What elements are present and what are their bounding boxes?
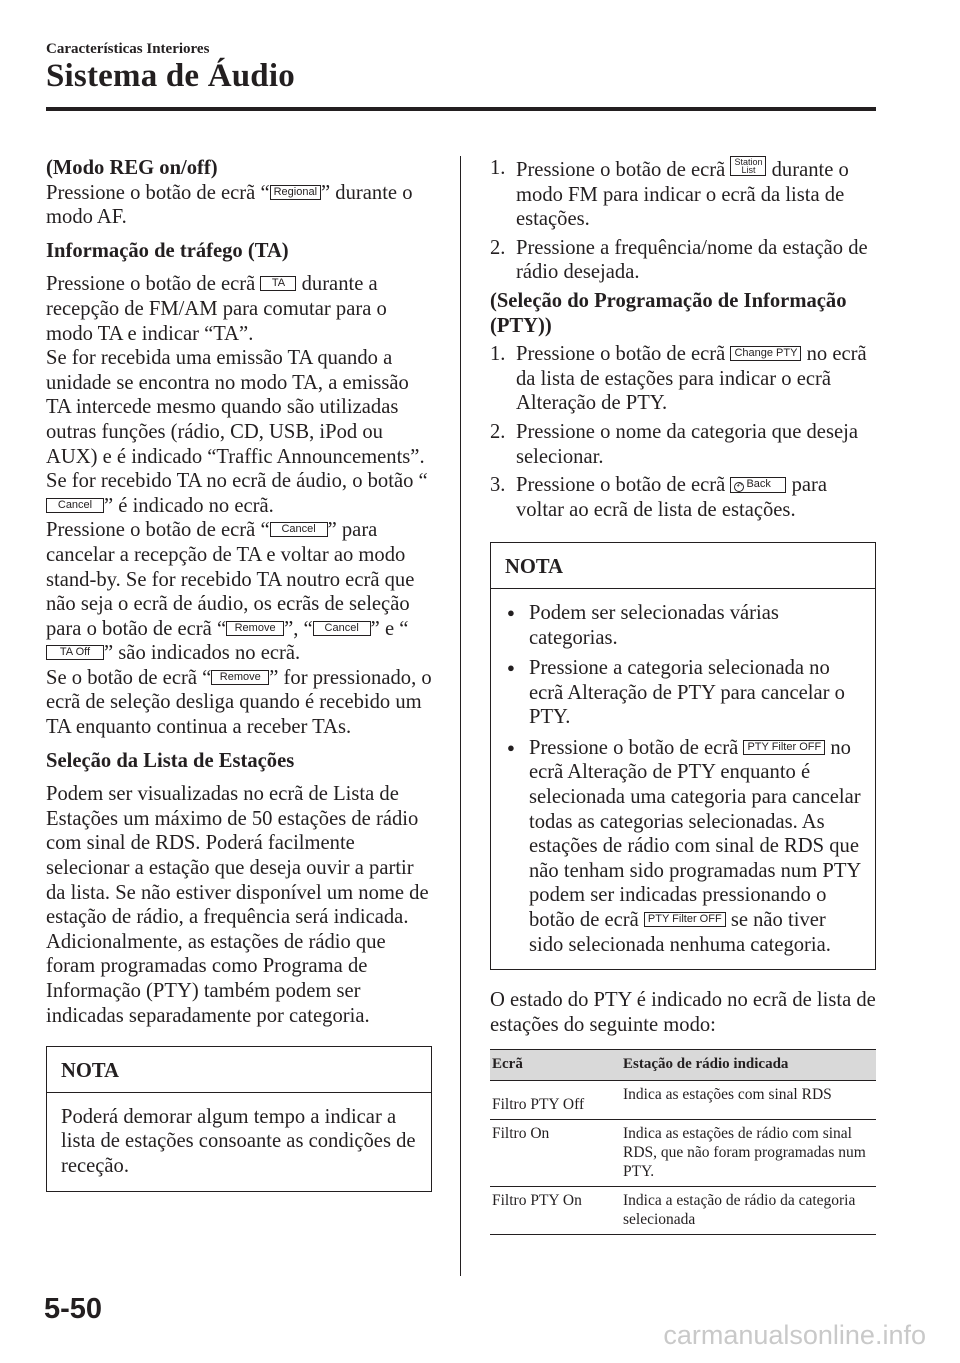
page-number: 5-50 xyxy=(44,1293,103,1325)
note-box-left xyxy=(46,1046,432,1191)
section-label: Características Interiores xyxy=(46,41,210,57)
bullet-icon: ● xyxy=(507,660,515,676)
column-divider xyxy=(460,156,461,1276)
table-cell: Indica a estação de rádio da categoria selecionada xyxy=(621,1187,876,1235)
pty-step-3: 3. Pressione o botão de ecrã ↶ Back para voltar ao ecrã de lista de estações. xyxy=(490,474,828,521)
ta-paragraph-2: Se for recebida uma emissão TA quando a unidade se encontra no modo TA, a emissão TA intercede mesmo quando são utilizadas outras funções (rádio, CD, USB, iPod ou AUX) e é indicado “Traffic Announcements”. xyxy=(46,347,425,468)
reg-paragraph: Pressione o botão de ecrã “ Regional ” durante o modo AF. xyxy=(46,181,413,229)
pty-step-2: 2. Pressione o nome da categoria que deseja selecionar. xyxy=(490,420,858,468)
change-pty-button: Change PTY xyxy=(730,346,801,361)
table-header-row xyxy=(490,1050,876,1081)
ta-heading: Informação de tráfego (TA) xyxy=(46,239,289,262)
pty-heading: (Seleção do Programação de Informação (PTY)) xyxy=(490,289,847,337)
table-cell: Filtro PTY On xyxy=(490,1187,621,1235)
ta-off-button: TA Off xyxy=(46,645,104,660)
bullet-icon: ● xyxy=(507,604,515,620)
remove-button: Remove xyxy=(211,670,269,685)
reg-heading: (Modo REG on/off) xyxy=(46,157,218,179)
list-step-2: 2. Pressione a frequência/nome da estação de rádio desejada. xyxy=(490,236,868,284)
page-title: Sistema de Áudio xyxy=(46,58,295,94)
ta-button: TA xyxy=(260,276,296,291)
cancel-button: Cancel xyxy=(270,522,328,537)
note-body: Poderá demorar algum tempo a indicar a lista de estações consoante as condições de receção. xyxy=(61,1105,416,1177)
bullet-icon: ● xyxy=(507,739,515,755)
pty-status-table xyxy=(490,1049,876,1235)
pty-filter-off-button: PTY Filter OFF xyxy=(743,740,825,755)
note-body xyxy=(491,589,875,969)
back-button: ↶ Back xyxy=(730,477,786,493)
table-row xyxy=(490,1081,876,1120)
table-row xyxy=(490,1120,876,1187)
table-header-cell: Ecrã xyxy=(490,1050,621,1081)
note-box-right xyxy=(490,542,876,970)
note-bullet: ● Pressione a categoria selecionada no ecrã Alteração de PTY para cancelar o PTY. xyxy=(507,657,845,729)
ta-paragraph-1: Pressione o botão de ecrã TA durante a recepção de FM/AM para comutar para o modo TA e indicar “TA”. xyxy=(46,273,387,345)
table-cell: Indica as estações de rádio com sinal RDS, que não foram programadas num PTY. xyxy=(621,1120,876,1187)
pty-step-1: 1. Pressione o botão de ecrã Change PTY no ecrã da lista de estações para indicar o ecrã Alteração de PTY. xyxy=(490,343,867,415)
list-heading: Seleção da Lista de Estações xyxy=(46,749,295,772)
cancel-button: Cancel xyxy=(313,621,371,636)
title-rule xyxy=(46,107,876,111)
note-title: NOTA xyxy=(491,543,875,589)
note-title: NOTA xyxy=(47,1047,431,1093)
left-column xyxy=(46,156,432,1192)
ta-paragraph-4: Pressione o botão de ecrã “ Cancel ” para cancelar a recepção de TA e voltar ao modo stand-by. Se for recebido TA noutro ecrã que não seja o ecrã de áudio, os ecrãs de seleção para o botão de ecrã “ Remove ”, “ Cancel ” e “TA Off ” são indicados no ecrã. xyxy=(46,519,415,665)
cancel-button: Cancel xyxy=(46,498,104,513)
regional-button: Regional xyxy=(270,185,321,200)
table-header-cell: Estação de rádio indicada xyxy=(621,1050,876,1081)
table-cell: Filtro On xyxy=(490,1120,621,1187)
list-paragraph: Podem ser visualizadas no ecrã de Lista de Estações um máximo de 50 estações de rádio com sinal de RDS. Poderá facilmente selecionar a estação que deseja ouvir a partir da lista. Se não estiver disponível um nome de estação de rádio, a frequência será indicada. Adicionalmente, as estações de rádio que foram programadas como Programa de Informação (PTY) também podem ser indicadas separadamente por categoria. xyxy=(46,783,429,1027)
right-column xyxy=(490,156,876,1235)
pty-status-paragraph: O estado do PTY é indicado no ecrã de lista de estações do seguinte modo: xyxy=(490,989,876,1036)
table-cell: Indica as estações com sinal RDS xyxy=(621,1081,876,1120)
list-step-1: 1. Pressione o botão de ecrã Station List durante o modo FM para indicar o ecrã da lista de estações. xyxy=(490,157,849,231)
table-row xyxy=(490,1187,876,1235)
ta-paragraph-5: Se o botão de ecrã “ Remove ” for pressionado, o ecrã de seleção desliga quando é recebido um TA enquanto continua a receber TAs. xyxy=(46,666,432,739)
remove-button: Remove xyxy=(226,621,284,636)
watermark: carmanualsonline.info xyxy=(663,1320,926,1350)
station-list-button: Station List xyxy=(730,156,766,176)
pty-filter-off-button: PTY Filter OFF xyxy=(644,912,726,927)
ta-paragraph-3: Se for recebido TA no ecrã de áudio, o botão “Cancel ” é indicado no ecrã. xyxy=(46,470,428,517)
table-cell: Filtro PTY Off xyxy=(490,1081,621,1120)
note-bullet: ● Pressione o botão de ecrã PTY Filter OFF no ecrã Alteração de PTY enquanto é selecionada uma categoria para cancelar todas as categorias selecionadas. As estações de rádio com sinal de RDS que não tenham sido programadas num PTY podem ser indicadas pressionando o botão de ecrã PTY Filter OFF se não tiver sido selecionada nenhuma categoria. xyxy=(507,736,861,956)
note-bullet: ● Podem ser selecionadas várias categorias. xyxy=(507,601,779,649)
back-arrow-icon: ↶ xyxy=(734,482,744,492)
